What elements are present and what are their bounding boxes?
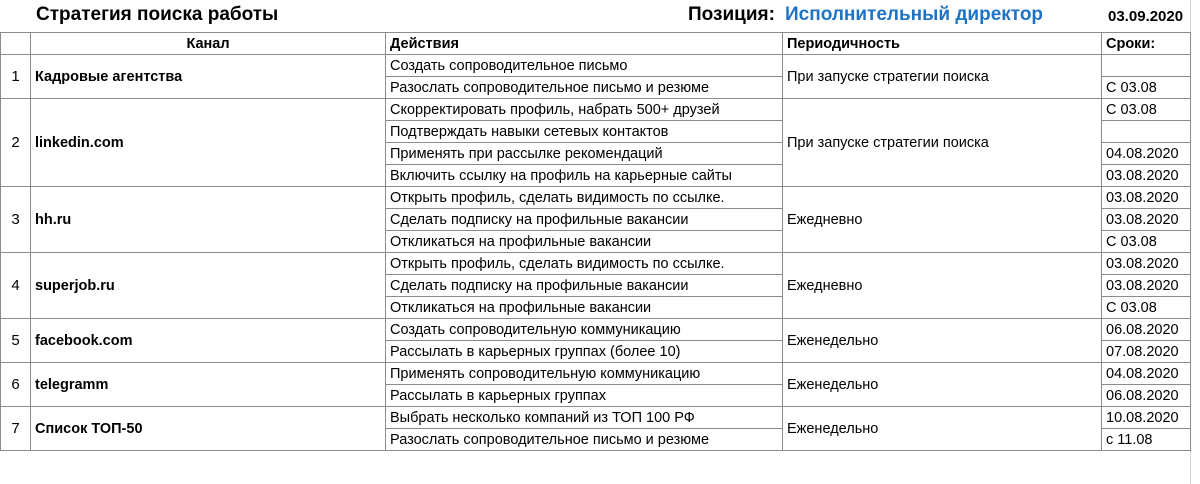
row-number-cell[interactable]: 4 bbox=[1, 253, 31, 319]
table-row bbox=[1, 363, 1191, 385]
channel-cell[interactable]: hh.ru bbox=[31, 187, 386, 253]
action-cell[interactable]: Открыть профиль, сделать видимость по ссылке. bbox=[386, 187, 783, 209]
table-row bbox=[1, 99, 1191, 121]
row-number-cell[interactable]: 1 bbox=[1, 55, 31, 99]
deadline-cell[interactable]: 03.08.2020 bbox=[1102, 275, 1191, 297]
action-cell[interactable]: Рассылать в карьерных группах bbox=[386, 385, 783, 407]
table-row bbox=[1, 253, 1191, 275]
channel-cell[interactable]: facebook.com bbox=[31, 319, 386, 363]
channel-cell[interactable]: Кадровые агентства bbox=[31, 55, 386, 99]
deadline-cell[interactable]: 03.08.2020 bbox=[1102, 165, 1191, 187]
row-number-cell[interactable]: 6 bbox=[1, 363, 31, 407]
deadline-cell[interactable]: 03.08.2020 bbox=[1102, 253, 1191, 275]
channel-cell[interactable]: superjob.ru bbox=[31, 253, 386, 319]
deadline-cell[interactable]: 07.08.2020 bbox=[1102, 341, 1191, 363]
frequency-cell[interactable]: При запуске стратегии поиска bbox=[783, 99, 1102, 187]
header-row bbox=[1, 33, 1191, 55]
row-number-cell[interactable]: 3 bbox=[1, 187, 31, 253]
frequency-cell[interactable]: При запуске стратегии поиска bbox=[783, 55, 1102, 99]
table-row bbox=[1, 187, 1191, 209]
deadline-cell[interactable] bbox=[1102, 121, 1191, 143]
action-cell[interactable]: Подтверждать навыки сетевых контактов bbox=[386, 121, 783, 143]
frequency-cell[interactable]: Еженедельно bbox=[783, 363, 1102, 407]
deadline-cell[interactable]: 04.08.2020 bbox=[1102, 363, 1191, 385]
action-cell[interactable]: Разослать сопроводительное письмо и резюме bbox=[386, 429, 783, 451]
deadline-cell[interactable]: 04.08.2020 bbox=[1102, 143, 1191, 165]
table-row bbox=[1, 55, 1191, 77]
row-number-cell[interactable]: 7 bbox=[1, 407, 31, 451]
action-cell[interactable]: Применять при рассылке рекомендаций bbox=[386, 143, 783, 165]
row-number-cell[interactable]: 2 bbox=[1, 99, 31, 187]
action-cell[interactable]: Включить ссылку на профиль на карьерные сайты bbox=[386, 165, 783, 187]
deadline-cell[interactable]: 10.08.2020 bbox=[1102, 407, 1191, 429]
action-cell[interactable]: Открыть профиль, сделать видимость по ссылке. bbox=[386, 253, 783, 275]
position-label[interactable]: Позиция: bbox=[688, 4, 775, 25]
header-channel[interactable]: Канал bbox=[31, 33, 386, 55]
action-cell[interactable]: Откликаться на профильные вакансии bbox=[386, 231, 783, 253]
deadline-cell[interactable]: С 03.08 bbox=[1102, 231, 1191, 253]
action-cell[interactable]: Скорректировать профиль, набрать 500+ друзей bbox=[386, 99, 783, 121]
frequency-cell[interactable]: Еженедельно bbox=[783, 407, 1102, 451]
table-row bbox=[1, 319, 1191, 341]
sheet-title[interactable]: Стратегия поиска работы bbox=[36, 4, 279, 25]
channel-cell[interactable]: linkedin.com bbox=[31, 99, 386, 187]
deadline-cell[interactable]: 03.08.2020 bbox=[1102, 187, 1191, 209]
action-cell[interactable]: Применять сопроводительную коммуникацию bbox=[386, 363, 783, 385]
deadline-cell[interactable]: С 03.08 bbox=[1102, 99, 1191, 121]
sheet-title-row bbox=[0, 0, 1200, 32]
action-cell[interactable]: Откликаться на профильные вакансии bbox=[386, 297, 783, 319]
action-cell[interactable]: Сделать подписку на профильные вакансии bbox=[386, 275, 783, 297]
header-frequency[interactable]: Периодичность bbox=[783, 33, 1102, 55]
deadline-cell[interactable]: 06.08.2020 bbox=[1102, 319, 1191, 341]
row-number-cell[interactable]: 5 bbox=[1, 319, 31, 363]
frequency-cell[interactable]: Еженедельно bbox=[783, 319, 1102, 363]
deadline-cell[interactable]: с 11.08 bbox=[1102, 429, 1191, 451]
frequency-cell[interactable]: Ежедневно bbox=[783, 187, 1102, 253]
deadline-cell[interactable]: 06.08.2020 bbox=[1102, 385, 1191, 407]
deadline-cell[interactable] bbox=[1102, 55, 1191, 77]
sheet-date[interactable]: 03.09.2020 bbox=[1108, 8, 1184, 25]
channel-cell[interactable]: telegramm bbox=[31, 363, 386, 407]
action-cell[interactable]: Разослать сопроводительное письмо и резюме bbox=[386, 77, 783, 99]
action-cell[interactable]: Рассылать в карьерных группах (более 10) bbox=[386, 341, 783, 363]
action-cell[interactable]: Сделать подписку на профильные вакансии bbox=[386, 209, 783, 231]
deadline-cell[interactable]: С 03.08 bbox=[1102, 297, 1191, 319]
deadline-cell[interactable]: С 03.08 bbox=[1102, 77, 1191, 99]
action-cell[interactable]: Создать сопроводительное письмо bbox=[386, 55, 783, 77]
action-cell[interactable]: Создать сопроводительную коммуникацию bbox=[386, 319, 783, 341]
position-value[interactable]: Исполнительный директор bbox=[785, 4, 1044, 25]
table-row bbox=[1, 407, 1191, 429]
table-body bbox=[1, 55, 1191, 451]
strategy-table bbox=[0, 32, 1191, 451]
action-cell[interactable]: Выбрать несколько компаний из ТОП 100 РФ bbox=[386, 407, 783, 429]
frequency-cell[interactable]: Ежедневно bbox=[783, 253, 1102, 319]
deadline-cell[interactable]: 03.08.2020 bbox=[1102, 209, 1191, 231]
header-actions[interactable]: Действия bbox=[386, 33, 783, 55]
header-number-cell[interactable] bbox=[1, 33, 31, 55]
next-column-strip[interactable] bbox=[1190, 0, 1200, 484]
channel-cell[interactable]: Список ТОП-50 bbox=[31, 407, 386, 451]
header-deadlines[interactable]: Сроки: bbox=[1102, 33, 1191, 55]
